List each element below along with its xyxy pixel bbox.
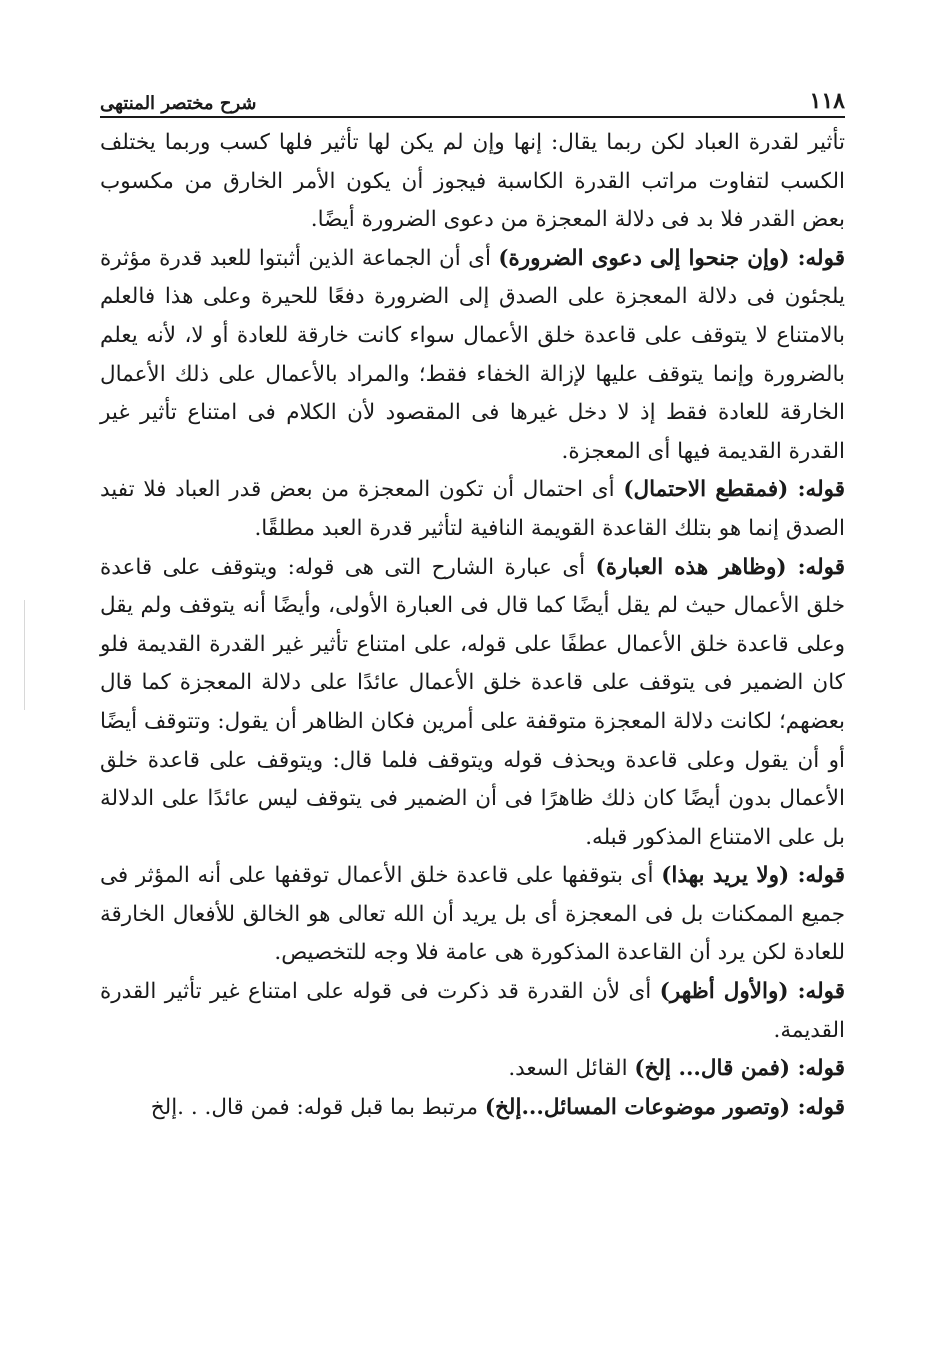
quoted-phrase: (والأول أظهر) xyxy=(659,979,789,1005)
book-title: شرح مختصر المنتهى xyxy=(100,93,257,114)
paragraph-1 xyxy=(100,124,845,240)
paragraph-text: أى لأن القدرة قد ذكرت فى قوله على امتناع غير تأثير القدرة القديمة. xyxy=(100,979,845,1043)
paragraph-text: أى عبارة الشارح التى هى قوله: ويتوقف على قاعدة خلق الأعمال حيث لم يقل أيضًا كما قال فى العبارة الأولى، وأيضًا أنه يتوقف ولم يقل وعلى قاعدة خلق الأعمال عطفًا على قوله، على امتناع تأثير غير القدرة القديمة فلو كان الضمير فى يتوقف على قاعدة خلق الأعمال عائدًا على دلالة المعجزة كما قال بعضهم؛ لكانت دلالة المعجزة متوقفة على أمرين فكان الظاهر أن يقول: وتتوقف أيضًا أو أن يقول وعلى قاعدة ويحذف قوله ويتوقف فلما قال: ويتوقف على قاعدة خلق الأعمال بدون أيضًا كان ذلك ظاهرًا فى أن الضمير فى يتوقف ليس عائدًا على الدلالة بل على الامتناع المذكور قبله. xyxy=(100,554,845,850)
running-head xyxy=(100,80,845,118)
paragraph-text: تأثير لقدرة العباد لكن ربما يقال: إنها وإن لم يكن لها تأثير فلها كسب وربما يختلف الكسب لتفاوت مراتب القدرة الكاسبة فيجوز أن يكون الأمر الخارق من مكسوب بعض القدر فلا بد فى دلالة المعجزة من دعوى الضرورة أيضًا. xyxy=(100,130,845,233)
document-page xyxy=(100,80,845,1127)
paragraph-text: أى احتمال أن تكون المعجزة من بعض قدر العباد فلا تفيد الصدق إنما هو بتلك القاعدة القويمة النافية لتأثير قدرة العبد مطلقًا. xyxy=(100,477,845,541)
quoted-phrase: (وتصور موضوعات المسائل...إلخ) xyxy=(484,1094,791,1120)
paragraph-text: أى بتوقفها على قاعدة خلق الأعمال توقفها على أنه المؤثر فى جميع الممكنات بل فى المعجزة أى بل يريد أن الله تعالى هو الخالق للأفعال الخارقة للعادة لكن يرد أن القاعدة المذكورة هى عامة فلا وجه للتخصيص. xyxy=(100,863,845,966)
paragraph-4 xyxy=(100,549,845,858)
quoted-phrase: (وإن جنحوا إلى دعوى الضرورة) xyxy=(498,245,790,271)
paragraph-text: القائل السعد. xyxy=(508,1056,635,1082)
quoted-phrase: (فمن قال... إلخ) xyxy=(634,1056,791,1082)
paragraph-7 xyxy=(100,1050,845,1089)
paragraph-3 xyxy=(100,471,845,548)
paragraph-6 xyxy=(100,973,845,1050)
paragraph-lead: قوله: xyxy=(788,979,845,1005)
quoted-phrase: (ولا يريد بهذا) xyxy=(661,863,790,889)
paragraph-lead: قوله: xyxy=(790,1056,845,1082)
paragraph-lead: قوله: xyxy=(786,554,845,580)
commentary-body xyxy=(100,124,845,1127)
paragraph-lead: قوله: xyxy=(788,477,846,503)
paragraph-text: أى أن الجماعة الذين أثبتوا للعبد قدرة مؤثرة يلجئون فى دلالة المعجزة على الصدق إلى الضرورة دفعًا للحيرة وعلى هذا فالعلم بالامتناع لا يتوقف على قاعدة خلق الأعمال سواء كانت خارقة للعادة أو لا، لأنه يعلم بالضرورة وإنما يتوقف عليها لإزالة الخفاء فقط؛ والمراد بالأعمال على ذلك الأعمال الخارقة للعادة فقط إذ لا دخل غيرها فى المقصود لأن الكلام فى امتناع تأثير غير القدرة القديمة فيها أى المعجزة. xyxy=(100,245,845,464)
paragraph-8 xyxy=(100,1089,845,1128)
paragraph-lead: قوله: xyxy=(789,245,845,271)
paragraph-2 xyxy=(100,240,845,472)
paragraph-lead: قوله: xyxy=(789,863,845,889)
paragraph-5 xyxy=(100,857,845,973)
quoted-phrase: (وظاهر هذه العبارة) xyxy=(595,554,787,580)
scan-margin-mark xyxy=(24,600,25,710)
page-number: ١١٨ xyxy=(809,88,845,114)
paragraph-text: مرتبط بما قبل قوله: فمن قال. . .إلخ xyxy=(150,1094,485,1120)
paragraph-lead: قوله: xyxy=(790,1094,845,1120)
quoted-phrase: (فمقطع الاحتمال) xyxy=(623,477,789,503)
